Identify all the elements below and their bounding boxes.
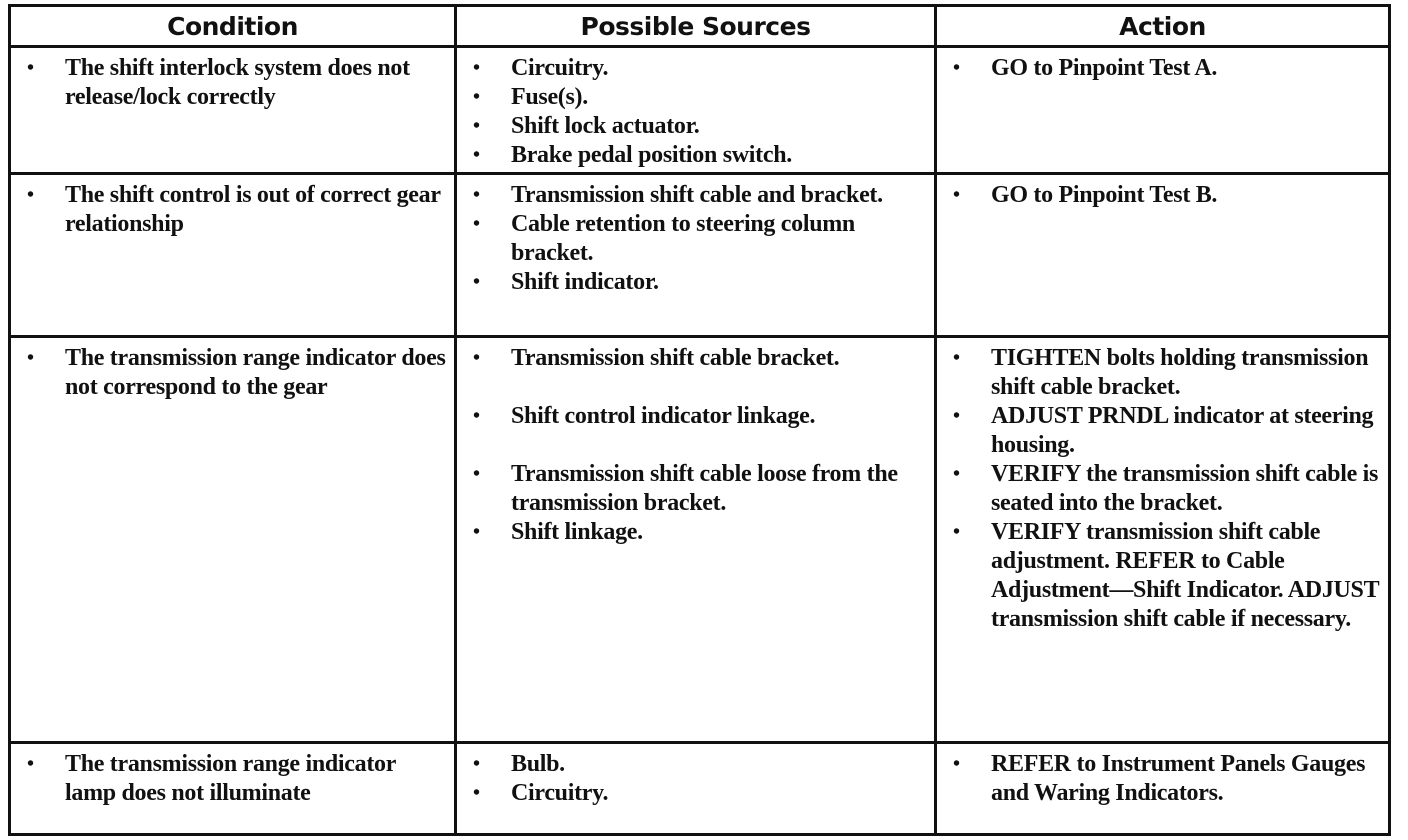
bullet-icon: •: [473, 405, 480, 428]
bullet-icon: •: [953, 405, 960, 428]
list-item: • VERIFY transmission shift cable adjustment. REFER to Cable Adjustment—Shift Indicator. ADJUST transmission shift cable if necessary.: [953, 519, 1379, 633]
condition-cell: [10, 47, 456, 174]
condition-cell: [10, 337, 456, 742]
bullet-icon: •: [473, 144, 480, 166]
header-row: [10, 6, 1390, 47]
sources-cell: [456, 47, 936, 174]
table-row: [10, 337, 1390, 742]
action-cell: [936, 173, 1390, 336]
list-item: • GO to Pinpoint Test A.: [953, 55, 1218, 81]
list-item: • Transmission shift cable and bracket.: [473, 181, 883, 208]
bullet-icon: •: [953, 463, 960, 486]
list-item: • Transmission shift cable loose from the transmission bracket.: [473, 461, 898, 517]
table-row: [10, 742, 1390, 834]
bullet-icon: •: [473, 212, 480, 235]
diagnosis-table: [8, 4, 1391, 836]
bullet-icon: •: [953, 752, 960, 775]
list-item: • Shift lock actuator.: [473, 113, 700, 139]
list-item: • Circuitry.: [473, 55, 609, 81]
list-item: • Cable retention to steering column bracket.: [473, 210, 855, 266]
list-item: • ADJUST PRNDL indicator at steering housing.: [953, 403, 1374, 459]
bullet-icon: •: [27, 752, 34, 775]
list-item: • The shift control is out of correct gear relationship: [27, 181, 441, 237]
bullet-icon: •: [473, 752, 480, 775]
bullet-icon: •: [953, 521, 960, 544]
bullet-icon: •: [473, 115, 480, 137]
list-item: • The transmission range indicator lamp does not illuminate: [27, 750, 396, 806]
bullet-icon: •: [953, 57, 960, 79]
bullet-icon: •: [473, 521, 480, 544]
header-condition: Condition: [10, 6, 456, 47]
sources-cell: [456, 742, 936, 834]
action-cell: [936, 742, 1390, 834]
bullet-icon: •: [473, 463, 480, 486]
list-item: • GO to Pinpoint Test B.: [953, 181, 1218, 208]
bullet-icon: •: [953, 347, 960, 370]
sources-cell: [456, 173, 936, 336]
list-item: • Bulb.: [473, 750, 565, 777]
bullet-icon: •: [473, 57, 480, 79]
bullet-icon: •: [473, 347, 480, 370]
bullet-icon: •: [953, 183, 960, 206]
list-item: • Brake pedal position switch.: [473, 142, 792, 168]
list-item: • Fuse(s).: [473, 84, 588, 110]
list-item: • The shift interlock system does not release/lock correctly: [27, 55, 410, 110]
bullet-icon: •: [27, 347, 34, 370]
bullet-icon: •: [473, 183, 480, 206]
list-item: • Shift control indicator linkage.: [473, 403, 816, 430]
list-item: • Shift indicator.: [473, 268, 659, 295]
list-item: • The transmission range indicator does not correspond to the gear: [27, 345, 446, 401]
bullet-icon: •: [473, 270, 480, 293]
list-item: • Transmission shift cable bracket.: [473, 345, 840, 372]
header-possible-sources: Possible Sources: [456, 6, 936, 47]
action-cell: [936, 337, 1390, 742]
list-item: • TIGHTEN bolts holding transmission shift cable bracket.: [953, 345, 1369, 401]
table-row: [10, 47, 1390, 174]
header-action: Action: [936, 6, 1390, 47]
list-item: • VERIFY the transmission shift cable is seated into the bracket.: [953, 461, 1379, 517]
bullet-icon: •: [473, 781, 480, 804]
list-item: • Shift linkage.: [473, 519, 643, 546]
bullet-icon: •: [473, 86, 480, 108]
table-row: [10, 173, 1390, 336]
bullet-icon: •: [27, 183, 34, 206]
list-item: • Circuitry.: [473, 779, 609, 806]
sources-cell: [456, 337, 936, 742]
action-cell: [936, 47, 1390, 174]
condition-cell: [10, 742, 456, 834]
list-item: • REFER to Instrument Panels Gauges and Waring Indicators.: [953, 750, 1366, 806]
bullet-icon: •: [27, 57, 34, 79]
condition-cell: [10, 173, 456, 336]
